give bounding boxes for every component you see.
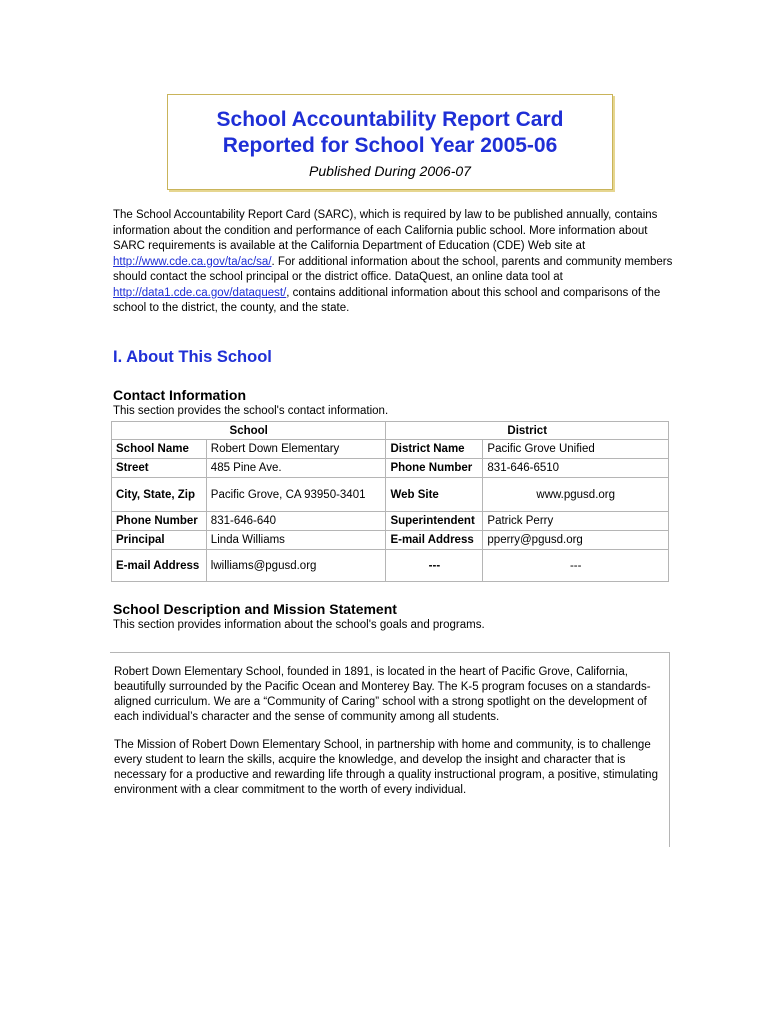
intro-text-1: The School Accountability Report Card (SARC), which is required by law to be published annually, contains information about the condition and performance of each California public school. More information about SARC requirements is available at the California Department of Education (CDE) Web site at — [113, 209, 658, 252]
contact-information-description: This section provides the school's contact information. — [113, 405, 389, 417]
report-subtitle: Published During 2006-07 — [309, 163, 471, 179]
contact-information-heading: Contact Information — [113, 387, 246, 403]
superintendent-label: Superintendent — [386, 512, 483, 531]
district-phone-value: 831-646-6510 — [483, 459, 669, 478]
school-name-label: School Name — [112, 440, 207, 459]
mission-description: This section provides information about the school's goals and programs. — [113, 619, 485, 631]
school-phone-label: Phone Number — [112, 512, 207, 531]
table-row — [112, 478, 669, 512]
district-email-label: E-mail Address — [386, 531, 483, 550]
school-description-paragraph: Robert Down Elementary School, founded in 1891, is located in the heart of Pacific Grove, California, beautifully surrounded by the Pacific Ocean and Monterey Bay. The K-5 program focuses on a standards-aligned curriculum. We are a “Community of Caring” school with a strong spotlight on the development of each individual’s character and the sense of community among all students. — [114, 666, 651, 723]
school-column-header: School — [112, 422, 386, 440]
report-title-line1: School Accountability Report Card — [216, 108, 564, 131]
table-row — [112, 459, 669, 478]
street-label: Street — [112, 459, 207, 478]
mission-heading: School Description and Mission Statement — [113, 601, 397, 617]
school-email-label: E-mail Address — [112, 550, 207, 582]
section-heading-about-school: I. About This School — [113, 348, 272, 366]
table-row — [112, 440, 669, 459]
mission-statement-box — [110, 652, 670, 847]
district-name-value: Pacific Grove Unified — [483, 440, 669, 459]
contact-table — [111, 421, 669, 582]
school-phone-value: 831-646-640 — [206, 512, 386, 531]
district-column-header: District — [386, 422, 669, 440]
superintendent-value: Patrick Perry — [483, 512, 669, 531]
district-phone-label: Phone Number — [386, 459, 483, 478]
report-title-line2: Reported for School Year 2005-06 — [222, 134, 558, 157]
dataquest-link[interactable]: http://data1.cde.ca.gov/dataquest/ — [113, 286, 287, 299]
school-email-value: lwilliams@pgusd.org — [206, 550, 386, 582]
report-title-box — [167, 94, 613, 190]
table-row — [112, 550, 669, 582]
principal-label: Principal — [112, 531, 207, 550]
principal-value: Linda Williams — [206, 531, 386, 550]
web-site-label: Web Site — [386, 478, 483, 512]
table-row — [112, 422, 669, 440]
table-row — [112, 531, 669, 550]
intro-text-2: . For additional information about the school, parents and community members should contact the school principal or the district office. DataQuest, an online data tool at — [113, 255, 673, 283]
city-state-zip-value: Pacific Grove, CA 93950-3401 — [206, 478, 386, 512]
district-name-label: District Name — [386, 440, 483, 459]
cde-sarc-link[interactable]: http://www.cde.ca.gov/ta/ac/sa/ — [113, 255, 272, 268]
intro-paragraph — [113, 208, 673, 317]
table-row — [112, 512, 669, 531]
intro-text-3: , contains additional information about this school and comparisons of the school to the district, the county, and the state. — [113, 286, 661, 314]
city-state-zip-label: City, State, Zip — [112, 478, 207, 512]
empty-label-placeholder: --- — [386, 550, 483, 582]
empty-value-placeholder: --- — [483, 550, 669, 582]
district-email-value: pperry@pgusd.org — [483, 531, 669, 550]
school-name-value: Robert Down Elementary — [206, 440, 386, 459]
mission-statement-paragraph: The Mission of Robert Down Elementary School, in partnership with home and community, is to challenge every student to learn the skills, acquire the knowledge, and develop the insight and character that is necessary for a productive and rewarding life through a quality instructional program, a positive, stimulating environment with a clear commitment to the worth of every individual. — [114, 739, 658, 796]
web-site-value: www.pgusd.org — [483, 478, 669, 512]
street-value: 485 Pine Ave. — [206, 459, 386, 478]
